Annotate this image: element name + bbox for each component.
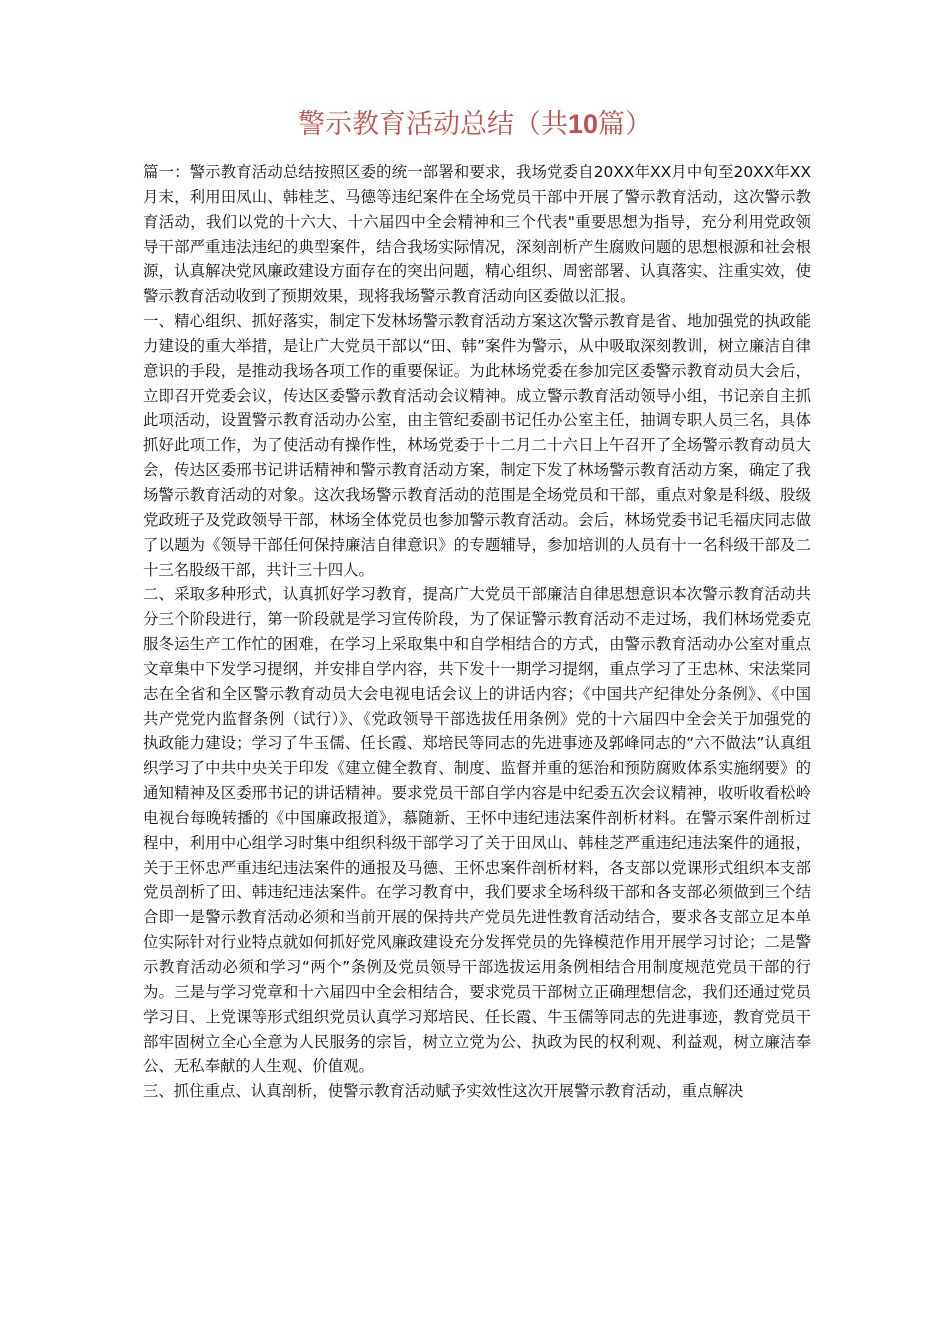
paragraph-intro: 篇一：警示教育活动总结按照区委的统一部署和要求，我场党委自20XX年XX月中旬至20XX年XX月末，利用田凤山、韩桂芝、马德等违纪案件在全场党员干部中开展了警示教育活动，这次警示教育活动，我们以党的十六大、十六届四中全会精神和三个代表"重要思想为指导，充分利用党政领导干部严重违法违纪的典型案件，结合我场实际情况，深刻剖析产生腐败问题的思想根源和社会根源，认真解决党风廉政建设方面存在的突出问题，精心组织、周密部署、认真落实、注重实效，使警示教育活动收到了预期效果，现将我场警示教育活动向区委做以汇报。 — [143, 163, 811, 306]
title-end: 篇） — [598, 109, 653, 140]
paragraph-section-3: 三、抓住重点、认真剖析，使警示教育活动赋予实效性这次开展警示教育活动，重点解决 — [143, 1082, 744, 1101]
paragraph-section-1: 一、精心组织、抓好落实，制定下发林场警示教育活动方案这次警示教育是省、地加强党的执政能力建设的重大举措，是让广大党员干部以“田、韩”案件为警示，从中吸取深刻教训，树立廉洁自律意识的手段，是推动我场各项工作的重要保证。为此林场党委在参加完区委警示教育动员大会后，立即召开党委会议，传达区委警示教育活动会议精神。成立警示教育活动领导小组，书记亲自主抓此项活动，设置警示教育活动办公室，由主管纪委副书记任办公室主任，抽调专职人员三名，具体抓好此项工作，为了使活动有操作性，林场党委于十二月二十六日上午召开了全场警示教育动员大会，传达区委邢书记讲话精神和警示教育活动方案，制定下发了林场警示教育活动方案，确定了我场警示教育活动的对象。这次我场警示教育活动的范围是全场党员和干部，重点对象是科级、股级党政班子及党政领导干部，林场全体党员也参加警示教育活动。会后，林场党委书记毛福庆同志做了以题为《领导干部任何保持廉洁自律意识》的专题辅导，参加培训的人员有十一名科级干部及二十三名股级干部，共计三十四人。 — [143, 312, 811, 579]
document-title — [0, 104, 950, 145]
document-body — [143, 160, 811, 1104]
title-main: 警示教育活动总结（共 — [297, 109, 568, 140]
paragraph-section-2: 二、采取多种形式，认真抓好学习教育，提高广大党员干部廉洁自律思想意识本次警示教育活动共分三个阶段进行，第一阶段就是学习宣传阶段，为了保证警示教育活动不走过场，我们林场党委克服冬运生产工作忙的困难，在学习上采取集中和自学相结合的方式，由警示教育活动办公室对重点文章集中下发学习提纲，并安排自学内容，共下发十一期学习提纲，重点学习了王忠林、宋法棠同志在全省和全区警示教育动员大会电视电话会议上的讲话内容；《中国共产纪律处分条例》、《中国共产党党内监督条例（试行）》、《党政领导干部选拔任用条例》党的十六届四中全会关于加强党的执政能力建设；学习了牛玉儒、任长霞、郑培民等同志的先进事迹及郭峰同志的“六不做法”认真组织学习了中共中央关于印发《建立健全教育、制度、监督并重的惩治和预防腐败体系实施纲要》的通知精神及区委邢书记的讲话精神。要求党员干部自学内容是中纪委五次会议精神，收听收看松岭电视台每晚转播的《中国廉政报道》，慕随新、王怀中违纪违法案件剖析材料。在警示案件剖析过程中，利用中心组学习时集中组织科级干部学习了关于田凤山、韩桂芝严重违纪违法案件的通报，关于王怀忠严重违纪违法案件的通报及马德、王怀忠案件剖析材料，各支部以党课形式组织本支部党员剖析了田、韩违纪违法案件。在学习教育中，我们要求全场科级干部和各支部必须做到三个结合即一是警示教育活动必须和当前开展的保持共产党员先进性教育活动结合，要求各支部立足本单位实际针对行业特点就如何抓好党风廉政建设充分发挥党员的先锋模范作用开展学习讨论；二是警示教育活动必须和学习“两个”条例及党员领导干部选拔运用条例相结合用制度规范党员干部的行为。三是与学习党章和十六届四中全会相结合，要求党员干部树立正确理想信念，我们还通过党员学习日、上党课等形式组织党员认真学习郑培民、任长霞、牛玉儒等同志的先进事迹，教育党员干部牢固树立全心全意为人民服务的宗旨，树立立党为公、执政为民的权利观、利益观，树立廉洁奉公、无私奉献的人生观、价值观。 — [143, 585, 811, 1076]
title-number: 10 — [567, 109, 599, 139]
